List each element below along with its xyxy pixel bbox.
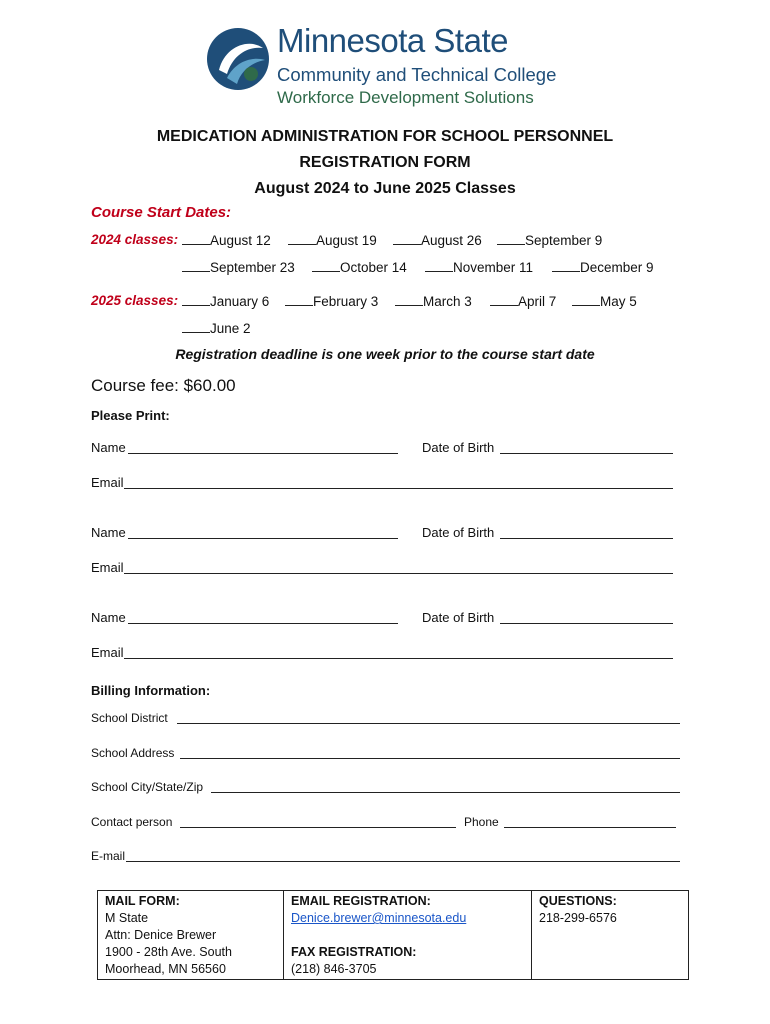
date-option[interactable]: January 6 — [182, 293, 269, 309]
dob-label: Date of Birth — [422, 440, 495, 455]
course-fee: Course fee: $60.00 — [91, 376, 236, 395]
date-option[interactable]: August 26 — [393, 232, 482, 248]
name-field[interactable] — [128, 538, 398, 539]
email-field[interactable] — [124, 658, 673, 659]
phone-field[interactable] — [504, 827, 676, 828]
registration-email-link[interactable]: Denice.brewer@minnesota.edu — [291, 911, 467, 925]
dob-field[interactable] — [500, 623, 673, 624]
form-title-line1: MEDICATION ADMINISTRATION FOR SCHOOL PERSONNEL — [156, 128, 614, 145]
dob-label: Date of Birth — [422, 610, 495, 625]
name-label: Name — [91, 610, 126, 625]
date-option[interactable]: December 9 — [552, 259, 654, 275]
logo-division: Workforce Development Solutions — [277, 88, 534, 107]
registration-deadline: Registration deadline is one week prior to the course start date — [175, 346, 595, 362]
billing-email-field[interactable] — [126, 861, 680, 862]
please-print-label: Please Print: — [91, 408, 170, 423]
billing-heading: Billing Information: — [91, 683, 211, 698]
email-label: Email — [91, 475, 124, 490]
classes-2025-label: 2025 classes: — [91, 293, 179, 308]
fax-number: (218) 846-3705 — [291, 962, 377, 976]
date-option[interactable]: August 19 — [288, 232, 377, 248]
mail-line: M State — [105, 911, 149, 925]
date-option[interactable]: May 5 — [572, 293, 637, 309]
school-address-field[interactable] — [180, 758, 680, 759]
school-city-field[interactable] — [211, 792, 680, 793]
email-registration-heading: EMAIL REGISTRATION: — [291, 894, 431, 908]
college-logo — [205, 22, 575, 110]
contact-person-label: Contact person — [91, 815, 173, 829]
email-field[interactable] — [124, 573, 673, 574]
contact-person-field[interactable] — [180, 827, 456, 828]
phone-label: Phone — [464, 815, 499, 829]
dob-field[interactable] — [500, 538, 673, 539]
questions-heading: QUESTIONS: — [539, 894, 617, 908]
form-title-line2: REGISTRATION FORM — [299, 154, 471, 171]
registration-section — [283, 891, 532, 979]
dob-field[interactable] — [500, 453, 673, 454]
fax-registration-heading: FAX REGISTRATION: — [291, 945, 417, 959]
logo-name: Minnesota State — [277, 22, 508, 59]
date-option[interactable]: October 14 — [312, 259, 407, 275]
name-field[interactable] — [128, 623, 398, 624]
name-field[interactable] — [128, 453, 398, 454]
date-option[interactable]: June 2 — [182, 320, 251, 336]
school-district-label: School District — [91, 711, 168, 725]
mail-form-section — [105, 893, 283, 981]
billing-email-label: E-mail — [91, 849, 126, 863]
form-title-line3: August 2024 to June 2025 Classes — [254, 180, 516, 197]
school-address-label: School Address — [91, 746, 175, 760]
date-option[interactable]: August 12 — [182, 232, 271, 248]
dob-label: Date of Birth — [422, 525, 495, 540]
school-city-label: School City/State/Zip — [91, 780, 204, 794]
mail-line: Moorhead, MN 56560 — [105, 962, 226, 976]
date-option[interactable]: September 9 — [497, 232, 602, 248]
email-field[interactable] — [124, 488, 673, 489]
name-label: Name — [91, 440, 126, 455]
email-label: Email — [91, 645, 124, 660]
date-option[interactable]: September 23 — [182, 259, 295, 275]
mail-line: Attn: Denice Brewer — [105, 928, 217, 942]
course-start-label: Course Start Dates: — [91, 204, 232, 221]
contact-info-box — [97, 890, 689, 980]
questions-phone: 218-299-6576 — [539, 911, 617, 925]
questions-section — [531, 891, 688, 979]
date-option[interactable]: November 11 — [425, 259, 533, 275]
mail-form-heading: MAIL FORM: — [105, 894, 180, 908]
school-district-field[interactable] — [177, 723, 680, 724]
name-label: Name — [91, 525, 126, 540]
minnesota-state-logo-icon — [205, 26, 271, 92]
date-option[interactable]: April 7 — [490, 293, 556, 309]
logo-subtitle: Community and Technical College — [277, 64, 557, 85]
date-option[interactable]: March 3 — [395, 293, 472, 309]
date-option[interactable]: February 3 — [285, 293, 378, 309]
mail-line: 1900 - 28th Ave. South — [105, 945, 232, 959]
email-label: Email — [91, 560, 124, 575]
classes-2024-label: 2024 classes: — [91, 232, 179, 247]
